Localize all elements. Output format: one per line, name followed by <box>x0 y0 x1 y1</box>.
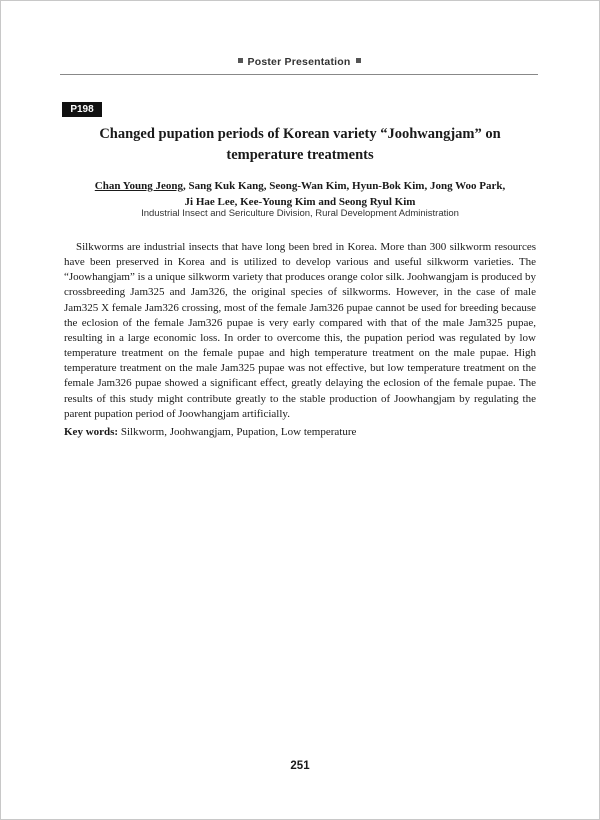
author-list <box>70 178 530 210</box>
author-line-1 <box>70 178 530 194</box>
section-label: Poster Presentation <box>247 56 351 68</box>
page-number: 251 <box>290 760 310 772</box>
co-authors-line-1: , Sang Kuk Kang, Seong-Wan Kim, Hyun-Bok Kim, Jong Woo Park, <box>183 180 506 192</box>
keywords <box>64 426 536 438</box>
paper-title <box>80 124 520 166</box>
running-header <box>60 56 538 68</box>
poster-id-badge: P198 <box>62 102 102 117</box>
author-line-2: Ji Hae Lee, Kee-Young Kim and Seong Ryul Kim <box>184 196 416 208</box>
title-line-2: temperature treatments <box>226 147 374 163</box>
keywords-text: Silkworm, Joohwangjam, Pupation, Low temperature <box>120 426 357 438</box>
presenting-author: Chan Young Jeong <box>94 180 183 192</box>
affiliation: Industrial Insect and Sericulture Division, Rural Development Administration <box>141 208 459 219</box>
keywords-label: Key words: <box>64 426 119 438</box>
square-bullet-icon <box>238 58 243 63</box>
abstract-text: Silkworms are industrial insects that have long been bred in Korea. More than 300 silkworm resources have been preserved in Korea and is utilized to develop various and useful silkworm varieties. The “Joowhangjam” is a unique silkworm variety that produces orange color silk. Joohwangjam is produced by crossbreeding Jam325 and Jam326, the original species of silkworms. However, in the case of male Jam325 X female Jam326 crossing, most of the female Jam326 pupae cannot be used for breeding because the eclosion of the female Jam326 pupae is very early compared with that of the male Jam325 pupae, resulting in a large economic loss. In order to overcome this, the pupation period was regulated by low temperature treatment on the female pupae and high temperature treatment on the male pupae. High temperature treatment on the male Jam325 pupae was not effective, but low temperature treatment on the female Jam326 pupae showed a significant effect, greatly delaying the eclosion of the female pupae. The results of this study might contribute greatly to the stable production of Joowhangjam by regulating the parent pupation period of Joowhangjam artificially. <box>64 241 536 420</box>
square-bullet-icon <box>356 58 361 63</box>
header-rule <box>60 74 538 75</box>
title-line-1: Changed pupation periods of Korean variety “Joohwangjam” on <box>99 126 501 142</box>
